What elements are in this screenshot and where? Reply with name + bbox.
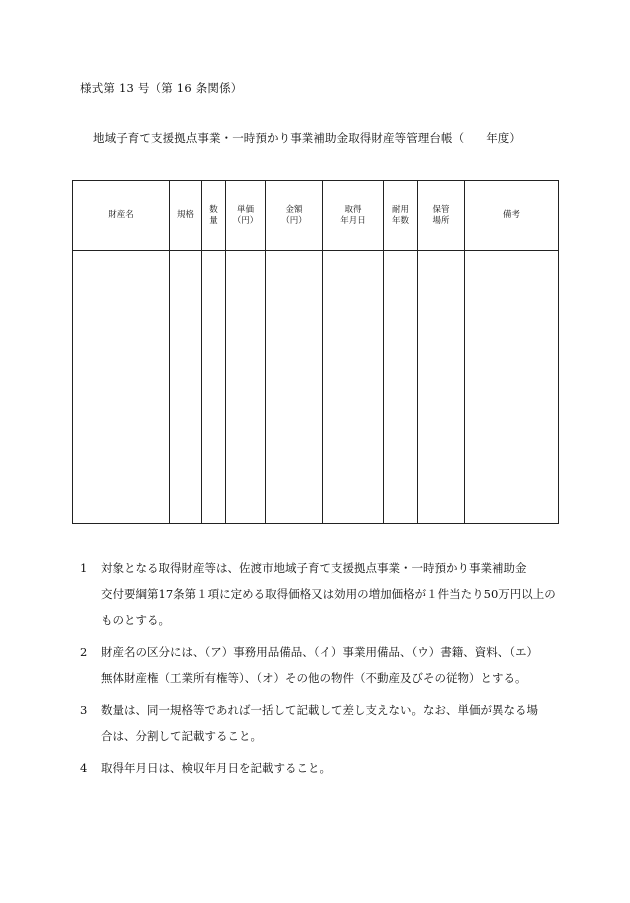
header-asset-name: 財産名 <box>73 181 170 251</box>
note-item <box>80 639 560 691</box>
header-unit-price: 単価 （円） <box>226 181 266 251</box>
cell-useful-life[interactable] <box>384 251 418 524</box>
document-title-suffix: 年度） <box>486 131 522 145</box>
document-title <box>93 130 521 146</box>
note-line: ものとする。 <box>101 613 170 627</box>
header-specification: 規格 <box>170 181 202 251</box>
note-item <box>80 555 560 633</box>
header-acquisition-date: 取得 年月日 <box>323 181 384 251</box>
note-line: 無体財産権（工業所有権等）、（オ）その他の物件（不動産及びその従物）とする。 <box>101 671 527 685</box>
note-number: 4 <box>80 761 88 775</box>
cell-amount[interactable] <box>266 251 323 524</box>
asset-ledger-table <box>72 180 559 524</box>
note-line: 取得年月日は、検収年月日を記載すること。 <box>101 761 331 775</box>
document-title-main: 地域子育て支援拠点事業・一時預かり事業補助金取得財産等管理台帳（ <box>93 131 465 145</box>
note-number: 3 <box>80 703 88 717</box>
table-row <box>73 251 559 524</box>
notes-section <box>80 555 560 781</box>
table-header-row <box>73 181 559 251</box>
header-useful-life: 耐用 年数 <box>384 181 418 251</box>
note-line: 合は、分割して記載すること。 <box>101 729 262 743</box>
cell-storage-location[interactable] <box>418 251 465 524</box>
header-remarks: 備考 <box>465 181 559 251</box>
header-amount: 金額 （円） <box>266 181 323 251</box>
cell-unit-price[interactable] <box>226 251 266 524</box>
note-line: 数量は、同一規格等であれば一括して記載して差し支えない。なお、単価が異なる場 <box>101 703 538 717</box>
note-line: 交付要綱第17条第１項に定める取得価格又は効用の増加価格が１件当たり50万円以上の <box>101 587 556 601</box>
header-quantity: 数 量 <box>202 181 226 251</box>
cell-specification[interactable] <box>170 251 202 524</box>
header-storage-location: 保管 場所 <box>418 181 465 251</box>
note-item <box>80 755 560 781</box>
cell-remarks[interactable] <box>465 251 559 524</box>
note-number: 2 <box>80 645 88 659</box>
form-number: 様式第 13 号（第 16 条関係） <box>80 81 243 95</box>
note-line: 対象となる取得財産等は、佐渡市地域子育て支援拠点事業・一時預かり事業補助金 <box>101 561 527 575</box>
note-line: 財産名の区分には、（ア）事務用品備品、（イ）事業用備品、（ウ）書籍、資料、（エ） <box>101 645 538 659</box>
note-number: 1 <box>80 561 88 575</box>
note-item <box>80 697 560 749</box>
cell-quantity[interactable] <box>202 251 226 524</box>
cell-asset-name[interactable] <box>73 251 170 524</box>
cell-acquisition-date[interactable] <box>323 251 384 524</box>
